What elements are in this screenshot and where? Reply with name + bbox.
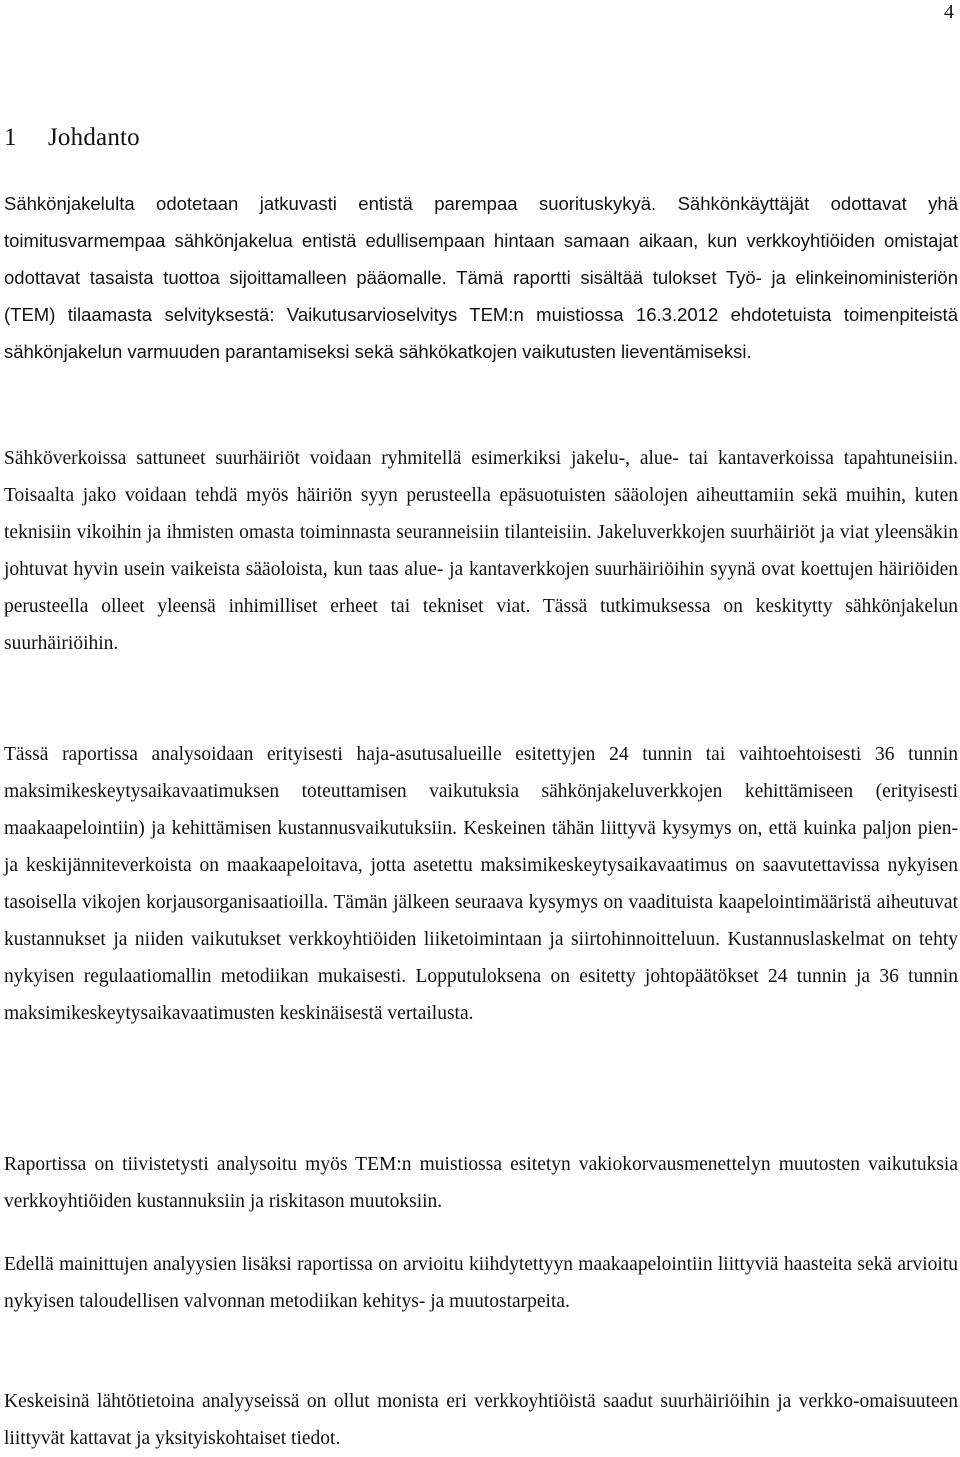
section-number: 1 (4, 124, 17, 151)
paragraph-analysis: Tässä raportissa analysoidaan erityisesti haja-asutusalueille esitettyjen 24 tunnin tai vaihtoehtoisesti 36 tunnin maksimikeskeytysaikavaatimuksen toteuttamisen vaikutuksia sähkönjakeluverkkojen kehittämiseen (erityisesti maakaapelointiin) ja kehittämisen kustannusvaikutuksiin. Keskeinen tähän liittyvä kysymys on, että kuinka paljon pien- ja keskijänniteverkoista on maakaapeloitava, jotta asetettu maksimikeskeytysaikavaatimus on saavutettavissa nykyisen tasoisella vikojen korjausorganisaatioilla. Tämän jälkeen seuraava kysymys on vaadituista kaapelointimääristä aiheutuvat kustannukset ja niiden vaikutukset verkkoyhtiöiden liiketoimintaan ja siirtohinnoitteluun. Kustannuslaskelmat on tehty nykyisen regulaatiomallin metodiikan mukaisesti. Lopputuloksena on esitetty johtopäätökset 24 tunnin ja 36 tunnin maksimikeskeytysaikavaatimusten keskinäisestä vertailusta. (4, 744, 958, 1025)
paragraph-intro: Sähkönjakelulta odotetaan jatkuvasti entistä parempaa suorituskykyä. Sähkönkäyttäjät odottavat yhä toimitusvarmempaa sähkönjakelua entistä edullisempaan hintaan samaan aikaan, kun verkkoyhtiöiden omistajat odottavat tasaista tuottoa sijoittamalleen pääomalle. Tämä raportti sisältää tulokset Työ- ja elinkeinoministeriön (TEM) tilaamasta selvityksestä: Vaikutusarvioselvitys TEM:n muistiossa 16.3.2012 ehdotetuista toimenpiteistä sähkönjakelun varmuuden parantamiseksi sekä sähkökatkojen vaikutusten lieventämiseksi. (4, 193, 958, 362)
paragraph-source-data: Keskeisinä lähtötietoina analyyseissä on ollut monista eri verkkoyhtiöistä saadut suurhäiriöihin ja verkko-omaisuuteen liittyvät kattavat ja yksityiskohtaiset tiedot. (4, 1391, 958, 1450)
paragraph-challenges: Edellä mainittujen analyysien lisäksi raportissa on arvioitu kiihdytettyyn maakaapelointiin liittyviä haasteita sekä arvioitu nykyisen taloudellisen valvonnan metodiikan kehitys- ja muutostarpeita. (4, 1254, 958, 1313)
paragraph-disturbances: Sähköverkoissa sattuneet suurhäiriöt voidaan ryhmitellä esimerkiksi jakelu-, alue- tai kantaverkoissa tapahtuneisiin. Toisaalta jako voidaan tehdä myös häiriön syyn perusteella epäsuotuisten sääolojen aiheuttamiin sekä muihin, kuten teknisiin vikoihin ja ihmisten omasta toiminnasta seuranneisiin tilanteisiin. Jakeluverkkojen suurhäiriöt ja viat yleensäkin johtuvat hyvin usein vaikeista sääoloista, kun taas alue- ja kantaverkkojen suurhäiriöihin syynä ovat koettujen häiriöiden perusteella olleet yleensä inhimilliset erheet tai tekniset viat. Tässä tutkimuksessa on keskitytty sähkönjakelun suurhäiriöihin. (4, 448, 958, 655)
section-heading (4, 124, 140, 152)
page-number: 4 (944, 1, 954, 23)
paragraph-compensation: Raportissa on tiivistetysti analysoitu myös TEM:n muistiossa esitetyn vakiokorvausmenettelyn muutosten vaikutuksia verkkoyhtiöiden kustannuksiin ja riskitason muutoksiin. (4, 1154, 958, 1213)
section-title: Johdanto (48, 124, 140, 151)
